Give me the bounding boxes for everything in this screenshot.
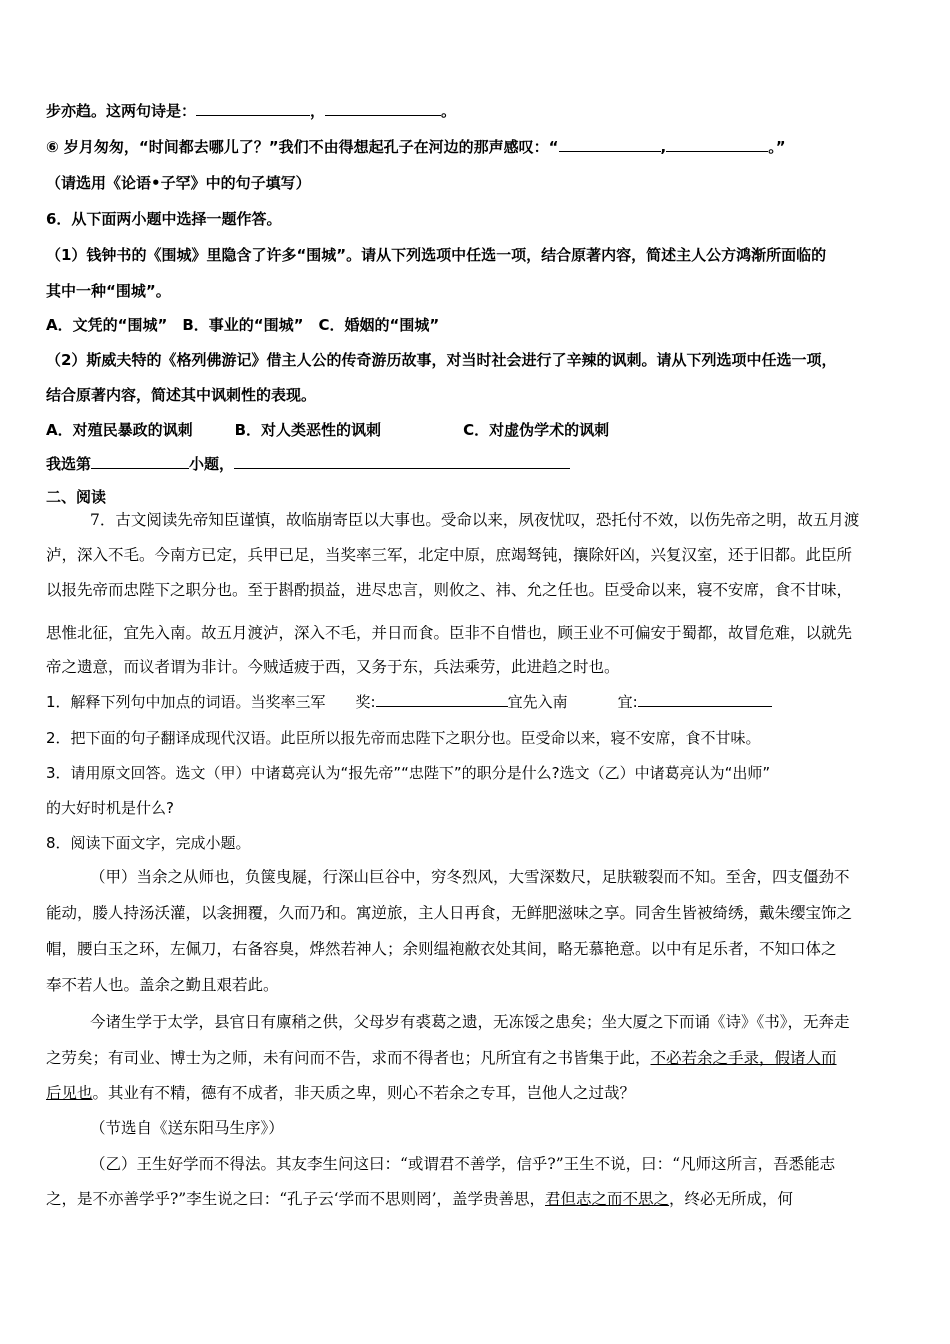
choice-line [46, 454, 570, 474]
answer-blank[interactable] [666, 137, 768, 152]
answer-blank[interactable] [196, 101, 310, 116]
passage-7-line: 7．古文阅读先帝知臣谨慎，故临崩寄臣以大事也。受命以来，夙夜忧叹，恐托付不效，以伤先帝之明，故五月渡 [90, 511, 860, 529]
line-1 [46, 101, 456, 121]
text: 。” [768, 138, 786, 156]
passage-8-line [46, 1083, 635, 1103]
passage-7-line: 帝之遗意，而议者谓为非计。今贼适疲于西，又务于东，兵法乘劳，此进趋之时也。 [46, 658, 620, 676]
text: 小题， [189, 455, 235, 473]
option-b: B．对人类恶性的讽刺 [234, 421, 382, 439]
option-c: C．对虚伪学术的讽刺 [463, 421, 610, 439]
text: 之，是不亦善学乎?”李生说之曰：“孔子云‘学而不思则罔’，盖学贵善思， [46, 1190, 546, 1208]
question-7-3: 3．请用原文回答。选文（甲）中诸葛亮认为“报先帝”“忠陛下”的职分是什么?选文（乙）中诸葛亮认为“出师” [46, 764, 771, 782]
passage-7-line: 思惟北征，宜先入南。故五月渡泸，深入不毛，并日而食。臣非不自惜也，顾王业不可偏安于蜀都，故冒危难，以就先 [46, 624, 853, 642]
line-3: （请选用《论语•子罕》中的句子填写） [46, 174, 311, 192]
text: 步亦趋。这两句诗是： [46, 102, 197, 120]
source-note: （节选自《送东阳马生序》） [90, 1119, 284, 1137]
passage-7-line: 泸，深入不毛。今南方已定，兵甲已足，当奖率三军，北定中原，庶竭驽钝，攘除奸凶，兴复汉室，还于旧都。此臣所 [46, 546, 853, 564]
passage-8-line: 帽，腰白玉之环，左佩刀，右备容臭，烨然若神人；余则缊袍敝衣处其间，略无慕艳意。以中有足乐者，不知口体之 [46, 940, 837, 958]
text: 宜: [617, 693, 638, 711]
underlined-text: 后见也 [46, 1084, 93, 1102]
options-gulliver [46, 420, 609, 440]
passage-8-line [46, 1189, 793, 1209]
text: ，终必无所成，何 [669, 1190, 794, 1208]
passage-8-line: 今诸生学于太学，县官日有廪稍之供，父母岁有裘葛之遗，无冻馁之患矣；坐大厦之下而诵《诗》《书》，无奔走 [90, 1013, 850, 1031]
question-7-2: 2．把下面的句子翻译成现代汉语。此臣所以报先帝而忠陛下之职分也。臣受命以来，寝不安席，食不甘味。 [46, 729, 761, 747]
text: 我选第 [46, 455, 92, 473]
line-9: 结合原著内容，简述其中讽刺性的表现。 [46, 386, 317, 404]
text: 。其业有不精，德有不成者，非天质之卑，则心不若余之专耳，岂他人之过哉？ [92, 1084, 636, 1102]
underlined-text: 不必若余之手录，假诸人而 [650, 1049, 837, 1067]
line-8: （2）斯威夫特的《格列佛游记》借主人公的传奇游历故事，对当时社会进行了辛辣的讽刺。请从下列选项中任选一项， [46, 351, 837, 369]
line-5: （1）钱钟书的《围城》里隐含了许多“围城”。请从下列选项中任选一项，结合原著内容，简述主人公方鸿渐所面临的 [46, 246, 827, 264]
line-21: 的大好时机是什么? [46, 799, 174, 817]
question-7-1 [46, 692, 772, 712]
question-6-heading: 6．从下面两小题中选择一题作答。 [46, 210, 282, 228]
passage-8-line [46, 1048, 837, 1068]
passage-7-line: 以报先帝而忠陛下之职分也。至于斟酌损益，进尽忠言，则攸之、祎、允之任也。臣受命以来，寝不安席，食不甘味， [46, 581, 853, 599]
option-a: A．对殖民暴政的讽刺 [46, 421, 193, 439]
text: ⑥ 岁月匆匆，“时间都去哪儿了？”我们不由得想起孔子在河边的那声感叹：“ [46, 138, 559, 156]
text: 。 [441, 102, 457, 120]
answer-blank[interactable] [638, 692, 772, 707]
passage-8-line: （甲）当余之从师也，负箧曳屣，行深山巨谷中，穷冬烈风，大雪深数尺，足肤皲裂而不知。至舍，四支僵劲不 [90, 868, 850, 886]
text: ， [310, 102, 326, 120]
passage-8-line: （乙）王生好学而不得法。其友李生问这曰：“或谓君不善学，信乎?”王生不说，曰：“凡师这所言，吾悉能志 [90, 1155, 836, 1173]
answer-blank[interactable] [234, 454, 570, 469]
line-6: 其中一种“围城”。 [46, 282, 171, 300]
answer-blank[interactable] [91, 454, 189, 469]
text: 宜先入南 [507, 693, 568, 711]
line-2 [46, 137, 786, 157]
section-heading-reading: 二、阅读 [46, 488, 107, 506]
answer-blank[interactable] [376, 692, 508, 707]
text: 1．解释下列句中加点的词语。当奖率三军 [46, 693, 326, 711]
underlined-text: 君但志之而不思之 [545, 1190, 670, 1208]
question-8-heading: 8．阅读下面文字，完成小题。 [46, 834, 251, 852]
options-weicheng: A．文凭的“围城” B．事业的“围城” C．婚姻的“围城” [46, 316, 440, 334]
passage-8-line: 能动，媵人持汤沃灌，以衾拥覆，久而乃和。寓逆旅，主人日再食，无鲜肥滋味之享。同舍生皆被绮绣，戴朱缨宝饰之 [46, 904, 853, 922]
text: 奖: [355, 693, 376, 711]
text: , [660, 138, 667, 156]
answer-blank[interactable] [559, 137, 661, 152]
answer-blank[interactable] [325, 101, 441, 116]
text: 之劳矣；有司业、博士为之师，未有问而不告，求而不得者也；凡所宜有之书皆集于此， [46, 1049, 651, 1067]
passage-8-line: 奉不若人也。盖余之勤且艰若此。 [46, 976, 279, 994]
